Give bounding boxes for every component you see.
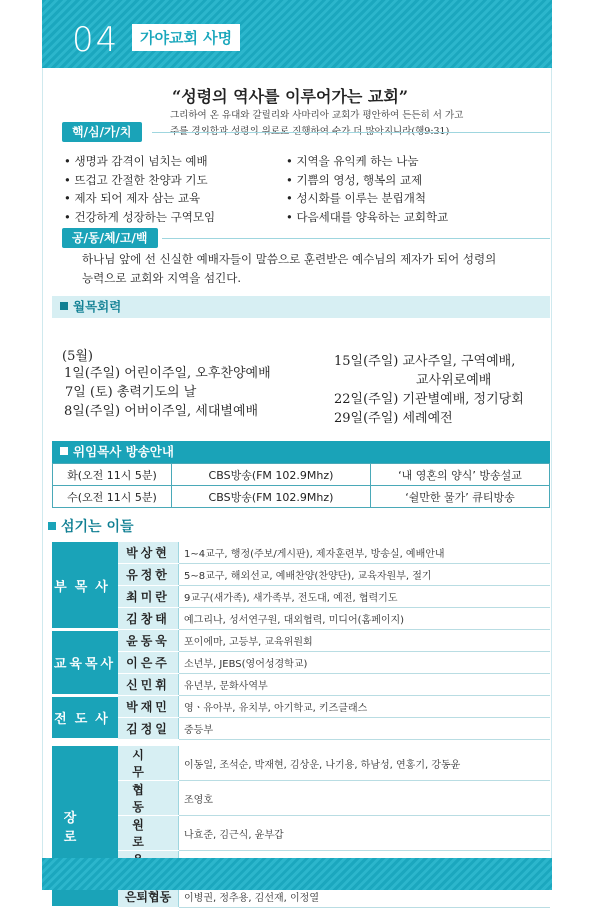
- table-row: [52, 652, 550, 674]
- confession-line: 하나님 앞에 선 신실한 예배자들이 말씀으로 훈련받은 예수님의 제자가 되어 성령의: [82, 252, 497, 266]
- table-row: [52, 564, 550, 586]
- name-cell: 박재민: [118, 696, 179, 718]
- table-cell: ‘쉴만한 물가’ 큐티방송: [371, 486, 550, 508]
- role-cell: 부목사: [52, 542, 118, 630]
- schedule-right: [334, 352, 524, 428]
- confession-text: [82, 250, 532, 288]
- table-row: [52, 586, 550, 608]
- month-label: (5월): [62, 349, 93, 364]
- duty-cell: 이병권, 정추용, 김선재, 이정열: [179, 886, 551, 908]
- schedule-item: 7일 (토) 총력기도의 날: [65, 385, 197, 400]
- name-cell: 신민휘: [118, 674, 179, 696]
- duty-cell: 이동일, 조석순, 박재현, 김상운, 나기용, 하남성, 연홍기, 강동윤: [179, 746, 551, 781]
- core-value: • 기쁨의 영성, 행복의 교제: [286, 171, 448, 190]
- name-cell: 김정일: [118, 718, 179, 740]
- name-cell: 윤동욱: [118, 630, 179, 652]
- name-cell: 김창태: [118, 608, 179, 630]
- divider: [152, 132, 550, 133]
- schedule-item: 15일(주일) 교사주일, 구역예배,: [334, 354, 516, 369]
- core-value: • 생명과 감격이 넘치는 예배: [64, 152, 215, 171]
- square-bullet-icon: [48, 522, 56, 530]
- table-row: [52, 674, 550, 696]
- table-row: [52, 781, 550, 816]
- duty-cell: 유년부, 문화사역부: [179, 674, 551, 696]
- table-row: [52, 816, 550, 851]
- broadcast-section-bar: [52, 441, 550, 463]
- table-cell: 수(오전 11시 5분): [53, 486, 172, 508]
- motto-title: “성령의 역사를 이루어가는 교회”: [172, 87, 409, 106]
- page-title: 가야교회 사명: [132, 24, 240, 51]
- name-cell: 최미란: [118, 586, 179, 608]
- core-value: • 제자 되어 제자 삼는 교육: [64, 189, 215, 208]
- role-cell: 교육목사: [52, 630, 118, 696]
- motto-verse: [170, 108, 545, 140]
- duty-cell: 나효준, 김근식, 윤부갑: [179, 816, 551, 851]
- table-row: [53, 464, 550, 486]
- core-values-label: 핵/심/가/치: [62, 122, 142, 142]
- core-values-right: [286, 152, 448, 226]
- core-value: • 건강하게 성장하는 구역모임: [64, 208, 215, 227]
- divider: [162, 238, 550, 239]
- core-values-left: [64, 152, 215, 226]
- confession-label: 공/동/체/고/백: [62, 228, 158, 248]
- duty-cell: 소년부, JEBS(영어성경학교): [179, 652, 551, 674]
- duty-cell: 영ㆍ유아부, 유치부, 아기학교, 키즈클래스: [179, 696, 551, 718]
- verse-line: 그리하여 온 유대와 갈릴리와 사마리아 교회가 평안하여 든든히 서 가고: [170, 110, 464, 121]
- ministers-title: [48, 516, 134, 536]
- name-cell: 협동: [118, 781, 179, 816]
- core-value: • 뜨겁고 간절한 찬양과 기도: [64, 171, 215, 190]
- broadcast-table: [52, 463, 550, 508]
- header-band: [42, 0, 552, 68]
- duty-cell: 조영호: [179, 781, 551, 816]
- name-cell: 박상현: [118, 542, 179, 564]
- table-row: [52, 630, 550, 652]
- name-cell: 유정한: [118, 564, 179, 586]
- schedule-item: 29일(주일) 세례예전: [334, 411, 453, 426]
- table-row: [52, 542, 550, 564]
- schedule-item: 22일(주일) 기관별예배, 정기당회: [334, 392, 524, 407]
- name-cell: 이은주: [118, 652, 179, 674]
- schedule-item: 교사위로예배: [416, 373, 492, 388]
- table-row: [53, 486, 550, 508]
- schedule-item: 8일(주일) 어버이주일, 세대별예배: [64, 404, 259, 419]
- table-cell: CBS방송(FM 102.9Mhz): [172, 486, 371, 508]
- name-cell: 은퇴협동: [118, 886, 179, 908]
- section-number: 04: [72, 20, 120, 60]
- duty-cell: 중등부: [179, 718, 551, 740]
- table-row: [52, 746, 550, 781]
- table-cell: 화(오전 11시 5분): [53, 464, 172, 486]
- table-cell: CBS방송(FM 102.9Mhz): [172, 464, 371, 486]
- core-value: • 성시화를 이루는 분립개척: [286, 189, 448, 208]
- footer-band: [42, 858, 552, 890]
- monthly-section-bar: [52, 296, 550, 318]
- name-cell: 시무: [118, 746, 179, 781]
- square-bullet-icon: [60, 302, 68, 310]
- duty-cell: 1~4교구, 행정(주보/게시판), 제자훈련부, 방송실, 예배안내: [179, 542, 551, 564]
- core-value: • 다음세대를 양육하는 교회학교: [286, 208, 448, 227]
- table-row: [52, 608, 550, 630]
- core-value: • 지역을 유익케 하는 나눔: [286, 152, 448, 171]
- section-title: 위임목사 방송안내: [73, 444, 174, 459]
- table-cell: ‘내 영혼의 양식’ 방송설교: [371, 464, 550, 486]
- schedule-item: 1일(주일) 어린이주일, 오후찬양예배: [64, 366, 271, 381]
- duty-cell: 5~8교구, 해외선교, 예배찬양(찬양단), 교육자원부, 절기: [179, 564, 551, 586]
- duty-cell: 포이에마, 고등부, 교육위원회: [179, 630, 551, 652]
- ministers-table: [52, 542, 550, 741]
- role-cell: 전도사: [52, 696, 118, 740]
- page: [42, 0, 552, 904]
- duty-cell: 예그리나, 성서연구원, 대외협력, 미디어(홈페이지): [179, 608, 551, 630]
- section-title: 월목회력: [73, 299, 122, 314]
- role-cell: 장로: [52, 746, 118, 908]
- square-bullet-icon: [60, 447, 68, 455]
- table-row: [52, 718, 550, 740]
- duty-cell: 9교구(새가족), 새가족부, 전도대, 예전, 협력기도: [179, 586, 551, 608]
- schedule-left: [64, 364, 271, 421]
- table-row: [52, 696, 550, 718]
- name-cell: 원로: [118, 816, 179, 851]
- section-title: 섬기는 이들: [61, 519, 134, 535]
- confession-line: 능력으로 교회와 지역을 섬긴다.: [82, 271, 242, 285]
